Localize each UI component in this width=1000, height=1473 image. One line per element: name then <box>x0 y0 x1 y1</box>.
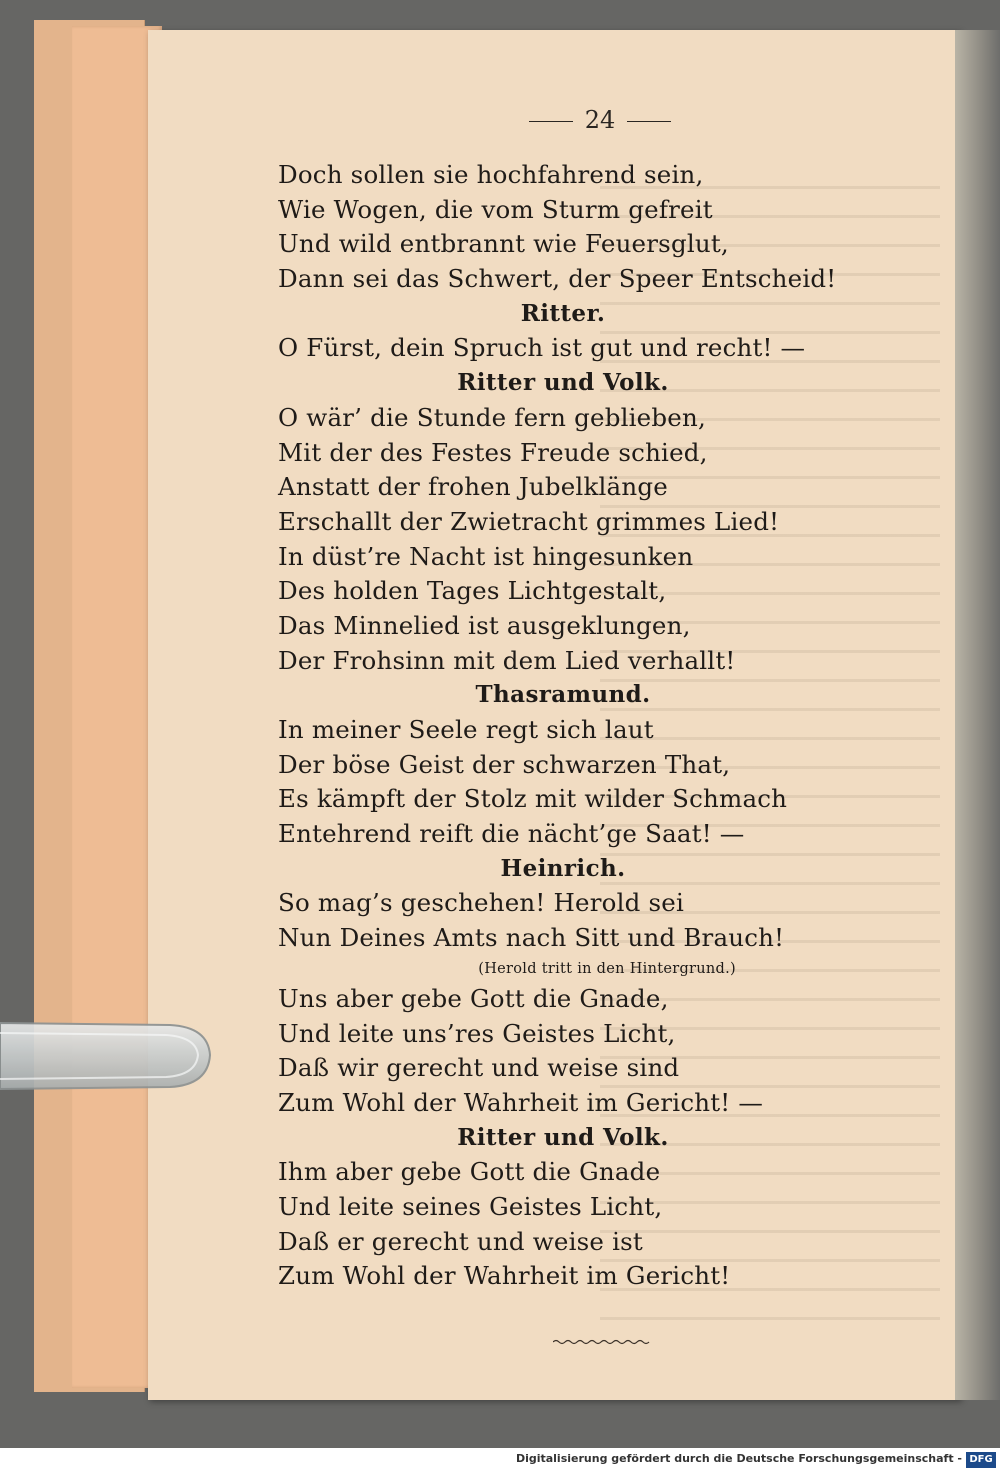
page-number-value: 24 <box>584 106 616 134</box>
footer-bar <box>0 1448 1000 1473</box>
verse-line: Anstatt der frohen Jubelklänge <box>278 472 668 502</box>
verse-line: In meiner Seele regt sich laut <box>278 715 654 744</box>
verse-line: In düst’re Nacht ist hingesunken <box>278 541 694 571</box>
verse-line: Und leite seines Geistes Licht, <box>278 1191 663 1221</box>
verse-line: Entehrend reift die nächt’ge Saat! — <box>278 819 745 849</box>
dfg-logo: DFG <box>966 1452 996 1468</box>
verse-line: Nun Deines Amts nach Sitt und Brauch! <box>278 923 785 953</box>
verse-line: Uns aber gebe Gott die Gnade, <box>278 983 669 1013</box>
speaker-name: Ritter und Volk. <box>457 369 669 397</box>
speaker-name: Ritter. <box>520 299 606 327</box>
stage-direction: (Herold tritt in den Hintergrund.) <box>478 960 736 977</box>
verse-line: Wie Wogen, die vom Sturm gefreit <box>278 194 713 224</box>
verse-line: Zum Wohl der Wahrheit im Gericht! <box>278 1261 731 1291</box>
page-number <box>500 106 700 134</box>
verse-line: O wär’ die Stunde fern geblieben, <box>278 402 706 432</box>
speaker-name: Thasramund. <box>475 681 651 709</box>
verse-line: Mit der des Festes Freude schied, <box>278 437 708 467</box>
verse-line: Ihm aber gebe Gott die Gnade <box>278 1157 661 1187</box>
gutter-shadow <box>955 30 1000 1400</box>
verse-line: Doch sollen sie hochfahrend sein, <box>278 160 704 189</box>
verse-line: Und leite uns’res Geistes Licht, <box>278 1018 676 1048</box>
verse-text-block <box>278 158 837 1294</box>
end-ornament <box>553 1338 653 1346</box>
verse-line: O Fürst, dein Spruch ist gut und recht! — <box>278 333 806 363</box>
speaker-name: Ritter und Volk. <box>457 1123 669 1151</box>
verse-line: Das Minnelied ist ausgeklungen, <box>278 610 691 640</box>
verse-line: Des holden Tages Lichtgestalt, <box>278 576 667 606</box>
footer-credit: Digitalisierung gefördert durch die Deutsche Forschungsgemeinschaft - <box>515 1452 962 1465</box>
verse-line: Es kämpft der Stolz mit wilder Schmach <box>278 784 788 814</box>
page-clip <box>0 1015 216 1095</box>
page-number-dash-left <box>529 121 573 122</box>
page-number-dash-right <box>627 121 671 122</box>
verse-line: Der Frohsinn mit dem Lied verhallt! <box>278 645 736 675</box>
verse-line: Und wild entbrannt wie Feuersglut, <box>278 229 729 259</box>
verse-line: Dann sei das Schwert, der Speer Entscheid! <box>278 264 837 294</box>
verse-line: Daß er gerecht und weise ist <box>278 1226 643 1256</box>
verse-line: Erschallt der Zwietracht grimmes Lied! <box>278 506 780 536</box>
verse-line: Der böse Geist der schwarzen That, <box>278 749 731 779</box>
verse-line: So mag’s geschehen! Herold sei <box>278 888 684 918</box>
verse-line: Zum Wohl der Wahrheit im Gericht! — <box>278 1087 764 1117</box>
speaker-name: Heinrich. <box>500 854 626 882</box>
verse-line: Daß wir gerecht und weise sind <box>278 1053 680 1083</box>
